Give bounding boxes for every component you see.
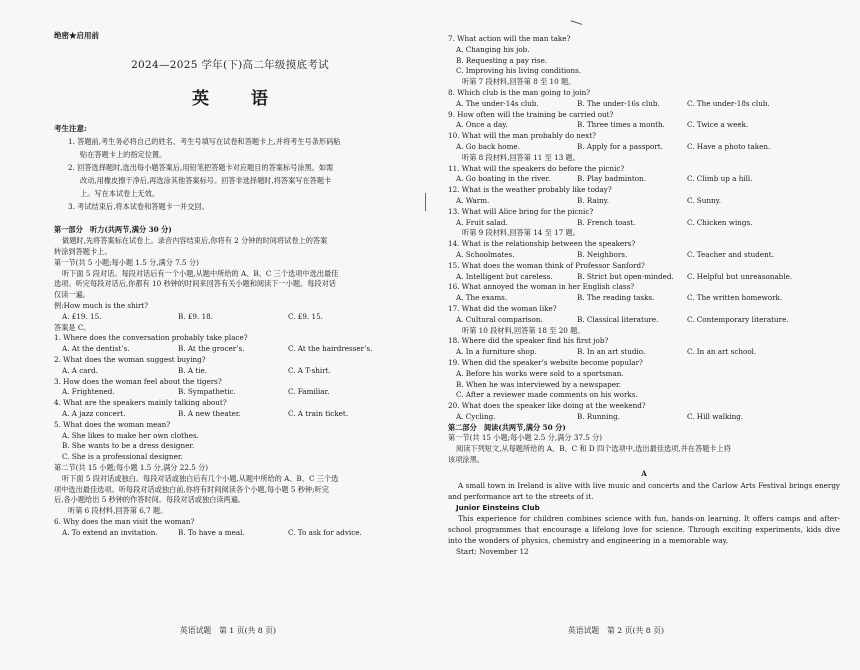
question: 17. What did the woman like? — [448, 303, 557, 313]
option: B. £9. 18. — [178, 311, 213, 321]
listening-prompt: 听第 9 段材料,回答第 14 至 17 题。 — [462, 228, 580, 238]
section2-instruction: 听下面 5 段对话或独白。每段对话或独白后有几个小题,从题中所给的 A、B、C 三个选 — [62, 473, 339, 483]
option: A. The exams. — [456, 293, 508, 303]
option: C. £9. 15. — [288, 311, 323, 321]
question: 1. Where does the conversation probably take place? — [54, 333, 248, 343]
option: A. Go back home. — [456, 141, 520, 151]
question-options — [448, 315, 840, 326]
page-footer: 英语试题 第 1 页(共 8 页) — [180, 626, 277, 635]
club-name: Junior Einsteins Club — [456, 503, 540, 513]
option: A. At the dentist’s. — [62, 344, 130, 354]
option: B. Running. — [577, 411, 620, 421]
section1-instruction: 选项。听完每段对话后,你都有 10 秒钟的时间来回答有关小题和阅读下一小题。每段对话 — [54, 279, 336, 289]
option: A. Changing his job. — [456, 44, 530, 54]
exam-title: 2024—2025 学年(下)高二年级摸底考试 — [131, 59, 329, 71]
section1-title: 第一节(共 5 小题;每小题 1.5 分,满分 7.5 分) — [54, 257, 199, 267]
question: 8. Which club is the man going to join? — [448, 87, 591, 97]
question-options — [448, 142, 840, 153]
note-line: 1. 答题前,考生务必将自己的姓名、考生号填写在试卷和答题卡上,并将考生号条形码粘 — [68, 137, 341, 146]
option: A. Cycling. — [456, 411, 496, 421]
option: C. Contemporary literature. — [687, 314, 789, 324]
option: C. Have a photo taken. — [687, 141, 771, 151]
option: A. Fruit salad. — [456, 217, 508, 227]
option: C. A train ticket. — [288, 408, 349, 418]
question: 20. What does the speaker like doing at the weekend? — [448, 401, 646, 411]
option: B. She wants to be a dress designer. — [62, 441, 195, 451]
listening-prompt: 听第 7 段材料,回答第 8 至 10 题。 — [462, 77, 576, 87]
club-description: This experience for children combines science with fun, hands-on learning. It offers camps and after-school programmes that encourage a lifelong love for science. Through exciting experiments, kids dive into the wonders of physics, chemistry and engineering in a memorable way. — [448, 514, 840, 546]
question: 19. When did the speaker’s website become popular? — [448, 357, 643, 367]
option: B. At the grocer’s. — [178, 344, 245, 354]
option: A. A jazz concert. — [62, 408, 126, 418]
option: B. Three times a month. — [577, 120, 665, 130]
option: B. Requesting a pay rise. — [456, 55, 548, 65]
option: A. The under-14s club. — [456, 98, 539, 108]
question-options — [54, 344, 406, 355]
option: C. At the hairdresser’s. — [288, 344, 373, 354]
note-line: 2. 回答选择题时,选出每小题答案后,用铅笔把答题卡对应题目的答案标号涂黑。如需 — [68, 162, 334, 172]
passage-intro: A small town in Ireland is alive with live music and concerts and the Carlow Arts Festival brings energy and performance art to the streets of it. — [448, 480, 840, 501]
question-options — [448, 99, 840, 110]
question: 4. What are the speakers mainly talking about? — [54, 398, 227, 408]
exam-page-2 — [430, 0, 860, 670]
option: C. Climb up a hill. — [687, 174, 753, 184]
note-line: 贴在答题卡上的指定位置。 — [80, 149, 167, 159]
notes-title: 考生注意: — [54, 124, 87, 133]
option: A. Schoolmates. — [456, 249, 515, 259]
section2-instruction: 项中选出最佳选项。听每段对话或独白前,你将有时间阅读各个小题,每小题 5 秒钟;听完 — [54, 484, 329, 494]
option: C. Hill walking. — [687, 411, 744, 421]
option: C. Teacher and student. — [687, 249, 774, 259]
option: B. Sympathetic. — [178, 387, 236, 397]
option: A. Once a day. — [456, 120, 508, 130]
subject-title: 英 语 — [192, 89, 286, 109]
option: C. A T-shirt. — [288, 365, 331, 375]
option: C. Improving his living conditions. — [456, 66, 582, 76]
option: B. Neighbors. — [577, 249, 628, 259]
question: 5. What does the woman mean? — [54, 419, 171, 429]
option: B. Classical literature. — [577, 314, 659, 324]
question-options — [448, 196, 840, 207]
question: 13. What will Alice bring for the picnic? — [448, 206, 594, 216]
option: B. In an art studio. — [577, 347, 646, 357]
question: 16. What annoyed the woman in her English class? — [448, 282, 635, 292]
question: 7. What action will the man take? — [448, 34, 571, 43]
question-options — [448, 412, 840, 423]
option: B. Rainy. — [577, 195, 610, 205]
example-question: 例:How much is the shirt? — [54, 301, 149, 311]
option: A. She likes to make her own clothes. — [62, 430, 199, 440]
question: 6. Why does the man visit the woman? — [54, 516, 195, 526]
question-options — [54, 387, 406, 398]
question-options — [448, 174, 840, 185]
option: A. To extend an invitation. — [62, 527, 158, 537]
option: B. The under-16s club. — [577, 98, 660, 108]
option: B. The reading tasks. — [577, 293, 655, 303]
section3-title: 第一节(共 15 小题;每小题 2.5 分,满分 37.5 分) — [448, 433, 603, 443]
listening-prompt: 听第 10 段材料,回答第 18 至 20 题。 — [462, 325, 585, 335]
part1-title: 第一部分 听力(共两节,满分 30 分) — [54, 225, 172, 235]
option: A. In a furniture shop. — [456, 347, 537, 357]
question-options — [54, 366, 406, 377]
option: A. A card. — [62, 365, 98, 375]
question: 10. What will the man probably do next? — [448, 131, 596, 141]
notes-list — [54, 136, 406, 213]
binding-edge-mark — [425, 193, 426, 211]
listening-prompt: 听第 8 段材料,回答第 11 至 13 题。 — [462, 152, 580, 162]
option: C. She is a professional designer. — [62, 452, 183, 462]
part1-intro-line: 转涂到答题卡上。 — [54, 247, 112, 257]
section2-title: 第二节(共 15 小题;每小题 1.5 分,满分 22.5 分) — [54, 462, 209, 472]
option: A. Frightened. — [62, 387, 115, 397]
passage-label: A — [641, 468, 647, 478]
listening-prompt: 听第 6 段材料,回答第 6,7 题。 — [68, 506, 168, 516]
option: C. Twice a week. — [687, 120, 749, 130]
question-options — [448, 293, 840, 304]
question: 18. Where did the speaker find his first job? — [448, 336, 609, 346]
example-answer: 答案是 C。 — [54, 322, 91, 332]
option: B. French toast. — [577, 217, 636, 227]
part2-title: 第二部分 阅读(共两节,满分 50 分) — [448, 422, 566, 432]
option: A. Intelligent but careless. — [456, 271, 553, 281]
option: B. A tie. — [178, 365, 208, 375]
option: A. Cultural comparison. — [456, 314, 543, 324]
option: C. The written homework. — [687, 293, 783, 303]
option: C. To ask for advice. — [288, 527, 362, 537]
page-1-content — [54, 30, 406, 539]
option: A. £19. 15. — [62, 311, 102, 321]
option: B. When he was interviewed by a newspaper. — [456, 379, 621, 389]
section2-instruction: 后,各小题给出 5 秒钟的作答时间。每段对话或独白读两遍。 — [54, 495, 246, 505]
option: B. Play badminton. — [577, 174, 646, 184]
option: B. A new theater. — [178, 408, 241, 418]
option: B. To have a meal. — [178, 527, 245, 537]
option: C. In an art school. — [687, 347, 757, 357]
question-options — [54, 528, 406, 539]
question-options — [448, 272, 840, 283]
part1-intro-line: 做题时,先将答案标在试卷上。录音内容结束后,你将有 2 分钟的时间将试卷上的答案 — [62, 236, 328, 246]
option: C. Sunny. — [687, 195, 722, 205]
option: A. Go boating in the river. — [456, 174, 551, 184]
question-options — [448, 120, 840, 131]
option: C. After a reviewer made comments on his works. — [456, 390, 638, 400]
question: 3. How does the woman feel about the tigers? — [54, 376, 222, 386]
question-options — [448, 250, 840, 261]
secret-label: 绝密★启用前 — [54, 31, 99, 40]
note-line: 上。写在本试卷上无效。 — [80, 188, 160, 198]
section3-instruction: 该项涂黑。 — [448, 455, 484, 465]
question: 11. What will the speakers do before the picnic? — [448, 163, 625, 173]
question: 9. How often will the training be carried out? — [448, 109, 614, 119]
note-line: 3. 考试结束后,将本试卷和答题卡一并交回。 — [68, 201, 209, 211]
section3-instruction: 阅读下列短文,从每题所给的 A、B、C 和 D 四个选项中,选出最佳选项,并在答题卡上将 — [456, 444, 731, 454]
question-options — [448, 218, 840, 229]
option: A. Warm. — [456, 195, 490, 205]
question: 15. What does the woman think of Professor Sanford? — [448, 260, 645, 270]
option: C. The under-18s club. — [687, 98, 770, 108]
club-start-date: Start: November 12 — [456, 546, 529, 556]
question-options — [448, 347, 840, 358]
page-2-content — [448, 34, 840, 557]
option: A. Before his works were sold to a sportsman. — [456, 368, 624, 378]
question: 2. What does the woman suggest buying? — [54, 355, 206, 364]
option: C. Chicken wings. — [687, 217, 753, 227]
option: B. Apply for a passport. — [577, 141, 663, 151]
option: C. Helpful but unreasonable. — [687, 271, 793, 281]
question: 14. What is the relationship between the speakers? — [448, 239, 636, 249]
note-line: 改动,用橡皮擦干净后,再选涂其他答案标号。回答非选择题时,将答案写在答题卡 — [80, 175, 332, 185]
question-options — [54, 409, 406, 420]
question: 12. What is the weather probably like today? — [448, 185, 612, 195]
option: C. Familiar. — [288, 387, 330, 397]
option: B. Strict but open-minded. — [577, 271, 674, 281]
section1-instruction: 听下面 5 段对话。每段对话后有一个小题,从题中所给的 A、B、C 三个选项中选出最佳 — [62, 268, 339, 278]
section1-instruction: 仅读一遍。 — [54, 290, 90, 300]
example-options — [54, 312, 406, 323]
page-footer: 英语试题 第 2 页(共 8 页) — [568, 626, 665, 635]
